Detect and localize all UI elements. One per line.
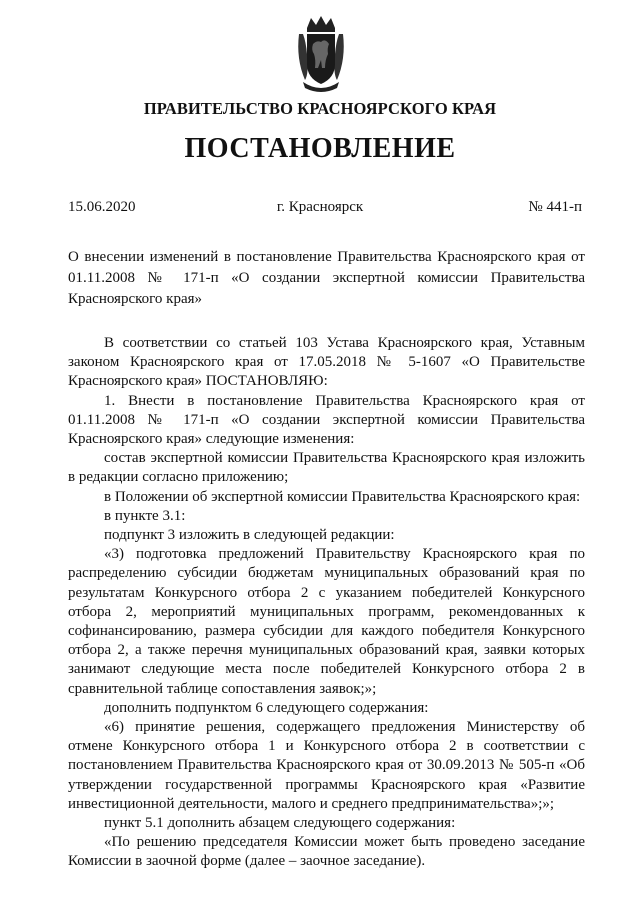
- paragraph-regulation: в Положении об экспертной комиссии Правительства Красноярского края:: [104, 488, 581, 505]
- paragraph-add-subpoint-6: дополнить подпунктом 6 следующего содержания:: [104, 699, 429, 716]
- document-city: г. Красноярск: [276, 199, 364, 215]
- coat-of-arms-icon: [295, 14, 347, 92]
- paragraph-preamble: В соответствии со статьей 103 Устава Красноярского края, Уставным законом Красноярского края от 17.05.2018 № 5-1607 «О Правительстве Красноярского края» ПОСТАНОВЛЯЮ:: [68, 335, 585, 390]
- document-type-title: ПОСТАНОВЛЕНИЕ: [184, 133, 456, 164]
- document-date: 15.06.2020: [68, 199, 136, 215]
- document-number: № 441-п: [528, 199, 582, 215]
- organization-title: ПРАВИТЕЛЬСТВО КРАСНОЯРСКОГО КРАЯ: [143, 99, 497, 118]
- paragraph-point-5-1: пункт 5.1 дополнить абзацем следующего содержания:: [104, 815, 456, 832]
- paragraph-point-3-1: в пункте 3.1:: [104, 507, 186, 524]
- paragraph-subpoint-6-text: «6) принятие решения, содержащего предложения Министерству об отмене Конкурсного отбора 1 и Конкурсного отбора 2 в соответствии с постановлением Правительства Красноярского края от 30.09.2013 № 505-п «Об утверждении государственной программы Красноярского края «Развитие инвестиционной деятельности, малого и среднего предпринимательства»;»;: [68, 719, 585, 812]
- paragraph-subpoint-3-text: «3) подготовка предложений Правительству Красноярского края по распределению субсидии бюджетам муниципальных образований края по результатам Конкурсного отбора 2 с указанием победителей Конкурсного отбора 2, мероприятий муниципальных программ, рекомендованных к софинансированию, размера субсидии для каждого победителя Конкурсного отбора 2, а также перечня муниципальных образований края, заявки которых занимают следующие места после победителей Конкурсного отбора 2 в сравнительной таблице сопоставления заявок;»;: [68, 546, 585, 697]
- paragraph-point-5-1-text: «По решению председателя Комиссии может быть проведено заседание Комиссии в заочной форме (далее – заочное заседание).: [68, 834, 585, 870]
- document-subject: О внесении изменений в постановление Правительства Красноярского края от 01.11.2008 № 171-п «О создании экспертной комиссии Правительства Красноярского края»: [68, 249, 585, 307]
- paragraph-composition: состав экспертной комиссии Правительства Красноярского края изложить в редакции согласно приложению;: [68, 450, 585, 486]
- paragraph-item-1: 1. Внести в постановление Правительства Красноярского края от 01.11.2008 № 171-п «О создании экспертной комиссии Правительства Красноярского края» следующие изменения:: [68, 392, 585, 448]
- document-body: [68, 334, 585, 872]
- paragraph-subpoint-3: подпункт 3 изложить в следующей редакции:: [104, 527, 395, 544]
